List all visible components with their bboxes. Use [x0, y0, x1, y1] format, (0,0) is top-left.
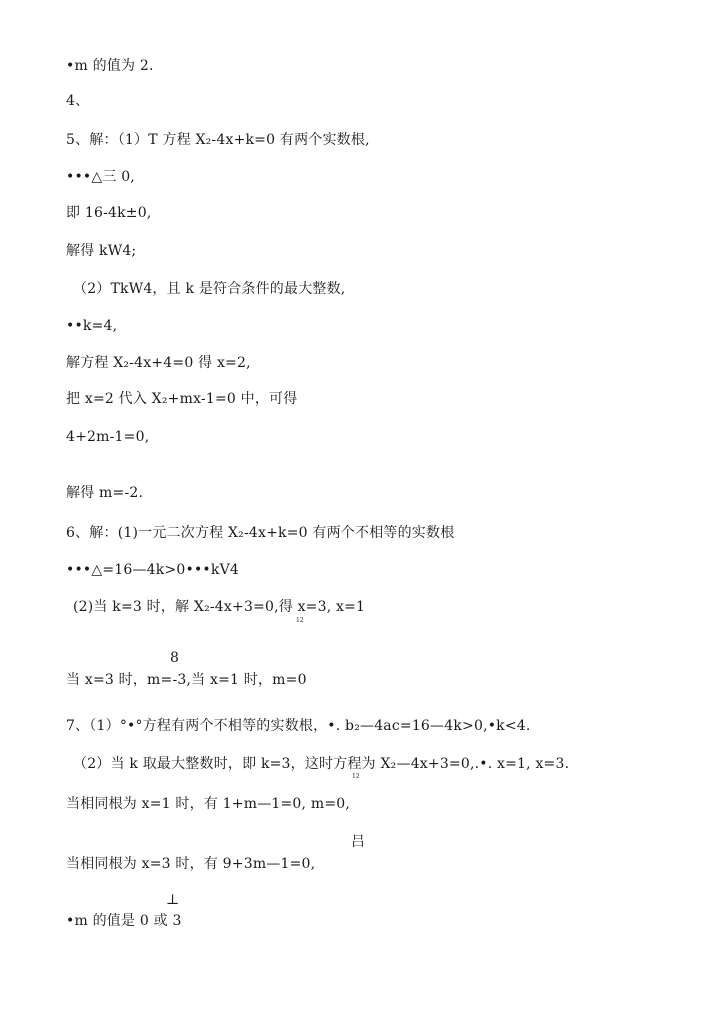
text-line-17: 7、（1）°•°方程有两个不相等的实数根，•. b₂—4ac=16—4k>0,•k<4.: [66, 718, 531, 734]
subscript-1: 12: [296, 617, 304, 624]
text-line-14: •••△=16—4k>0•••kV4: [66, 562, 239, 578]
text-line-1: •m 的值为 2.: [66, 58, 154, 74]
text-line-18: （2）当 k 取最大整数时，即 k=3，这时方程为 X₂—4x+3=0,.•. x=1, x=3.: [73, 756, 570, 772]
text-line-15: (2)当 k=3 时，解 X₂-4x+3=0,得 x=3, x=1: [73, 599, 366, 615]
text-line-11: 4+2m-1=0,: [66, 429, 150, 445]
stray-glyph-1: 8: [170, 650, 179, 666]
text-line-10: 把 x=2 代入 X₂+mx-1=0 中，可得: [66, 391, 298, 407]
subscript-2: 12: [352, 773, 360, 780]
text-line-6: 解得 kW4;: [66, 243, 137, 259]
text-line-21: •m 的值是 0 或 3: [66, 913, 182, 929]
text-line-8: ••k=4,: [66, 318, 118, 334]
text-line-9: 解方程 X₂-4x+4=0 得 x=2,: [66, 355, 251, 371]
text-line-13: 6、解：(1)一元二次方程 X₂-4x+k=0 有两个不相等的实数根: [66, 525, 455, 541]
text-line-7: （2）TkW4，且 k 是符合条件的最大整数,: [73, 281, 346, 297]
text-line-12: 解得 m=-2.: [66, 485, 144, 501]
text-line-5: 即 16-4k±0,: [66, 205, 152, 221]
text-line-2: 4、: [66, 93, 90, 109]
text-line-4: •••△三 0,: [66, 169, 135, 185]
text-line-20: 当相同根为 x=3 时，有 9+3m—1=0,: [66, 856, 316, 872]
stray-glyph-2: 吕: [351, 834, 365, 850]
stray-glyph-3: ⊥: [166, 892, 180, 908]
text-line-16: 当 x=3 时，m=-3,当 x=1 时，m=0: [66, 672, 307, 688]
text-line-3: 5、解：（1）T 方程 X₂-4x+k=0 有两个实数根,: [66, 132, 370, 148]
text-line-19: 当相同根为 x=1 时，有 1+m—1=0, m=0,: [66, 796, 351, 812]
